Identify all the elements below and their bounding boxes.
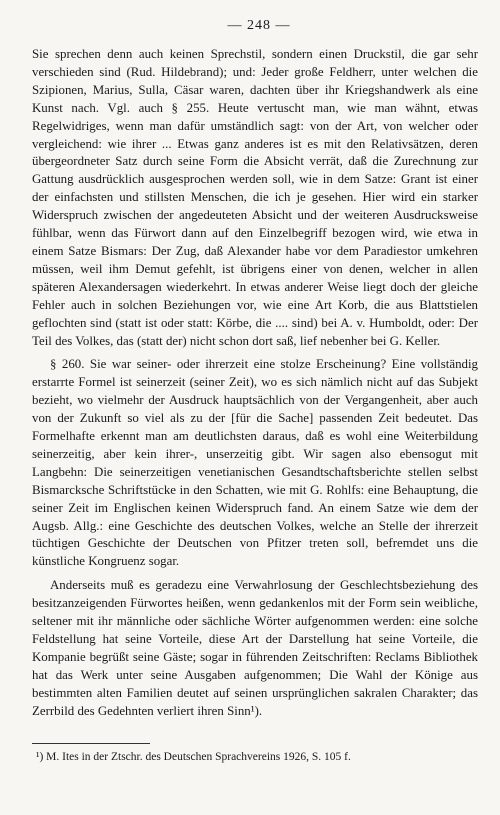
footnote-divider (32, 743, 150, 744)
paragraph-3: Anderseits muß es geradezu eine Verwahrlosung der Geschlechtsbeziehung des besitzanzeigenden Fürwortes heißen, wenn gedankenlos mit der Form sein weibliche, seltener mit ihr männliche oder sächliche Wörter aufgenommen werden: eine solche Feldstellung hat seine Vorteile, diese Art der Darstellung hat seine Vorteile, die Kompanie begrüßt seine Gäste; sogar in führenden Zeitschriften: Reclams Bibliothek hat das Werk unter seine Ausgaben aufgenommen; Die Wahl der Könige aus bestimmten alten Familien deutet auf seinen ursprünglichen sakralen Charakter; das Zerrbild des Gedehnten verliert ihren Sinn¹). (32, 578, 478, 718)
paragraph-1: Sie sprechen denn auch keinen Sprechstil, sondern einen Druckstil, die gar sehr verschieden sind (Rud. Hildebrand); und: Jeder große Feldherr, unter welchen die Szipionen, Marius, Sulla, Cäsar waren, dachten über ihr Kriegshandwerk als eine Kunst nach. Vgl. auch § 255. Heute vertuscht man, wie man wähnt, etwas Regelwidriges, wenn man dafür umständlich sagt: von der Art, von welcher oder vergleichend: wie ihrer ... Etwas ganz anderes ist es mit den Relativsätzen, deren übergeordneter Satz durch seine Form die Absicht verrät, daß die Zurechnung zur Gattung ausdrücklich ausgesprochen werden soll, wie in dem Satze: Grant ist einer der einfachsten und stillsten Menschen, die ich je gesehen. Hier wird ein starker Widerspruch zwischen der angedeuteten Absicht und der weiteren Ausdrucksweise fühlbar, wenn das Fürwort dann auf den Einzelbegriff bezogen wird, wie etwa in einem Satze Bismars: Der Zug, daß Alexander habe vor dem Paradiestor umkehren müssen, weil ihm Demut gefehlt, ist übrigens einer von denen, welcher in allen späteren Alexandersagen wiederkehrt. In etwas anderer Weise liegt doch der gleiche Fehler auch in solchen Beziehungen vor, wie eine Art Korb, die aus Blattstielen geflochten sind (statt ist oder statt: Körbe, die .... sind) bei A. v. Humboldt, oder: Der Teil des Volkes, das (statt der) nicht schon dort saß, lief nebenher bei G. Keller. (32, 47, 478, 348)
page-number: — 248 — (227, 18, 291, 33)
paragraph-section-260: § 260. Sie war seiner- oder ihrerzeit eine stolze Erscheinung? Eine vollständig erstarrte Formel ist seinerzeit (seiner Zeit), wo es sich nämlich nicht auf das Subjekt bezieht, wo vielmehr der Ausdruck hauptsächlich von der Vergangenheit, aber auch von der Zukunft so viel als zu der [für die Sache] passenden Zeit bedeutet. Das Formelhafte erkennt man am deutlichsten daraus, daß es wohl eine Weiterbildung seinerzeitig, aber kein ihrer-, unserzeitig gibt. Wir sagen also ebensogut mit Langbehn: Die seinerzeitigen venetianischen Gesandtschaftsberichte stellen selbst Bismarcksche Schriftstücke in den Schatten, wie mit G. Rohlfs: eine Behauptung, die seiner Zeit im Englischen keinen Widerspruch fand. An einem Satze wie dem der Augsb. Allg.: eine Geschichte des deutschen Volkes, welche an Stelle der ihrerzeit tüchtigen Geschichte der Deutschen von Pfitzer treten soll, befremdet uns die künstliche Kongruenz sogar. (32, 357, 478, 569)
footnote: ¹) M. Ites in der Ztschr. des Deutschen Sprachvereins 1926, S. 105 f. (36, 750, 351, 763)
